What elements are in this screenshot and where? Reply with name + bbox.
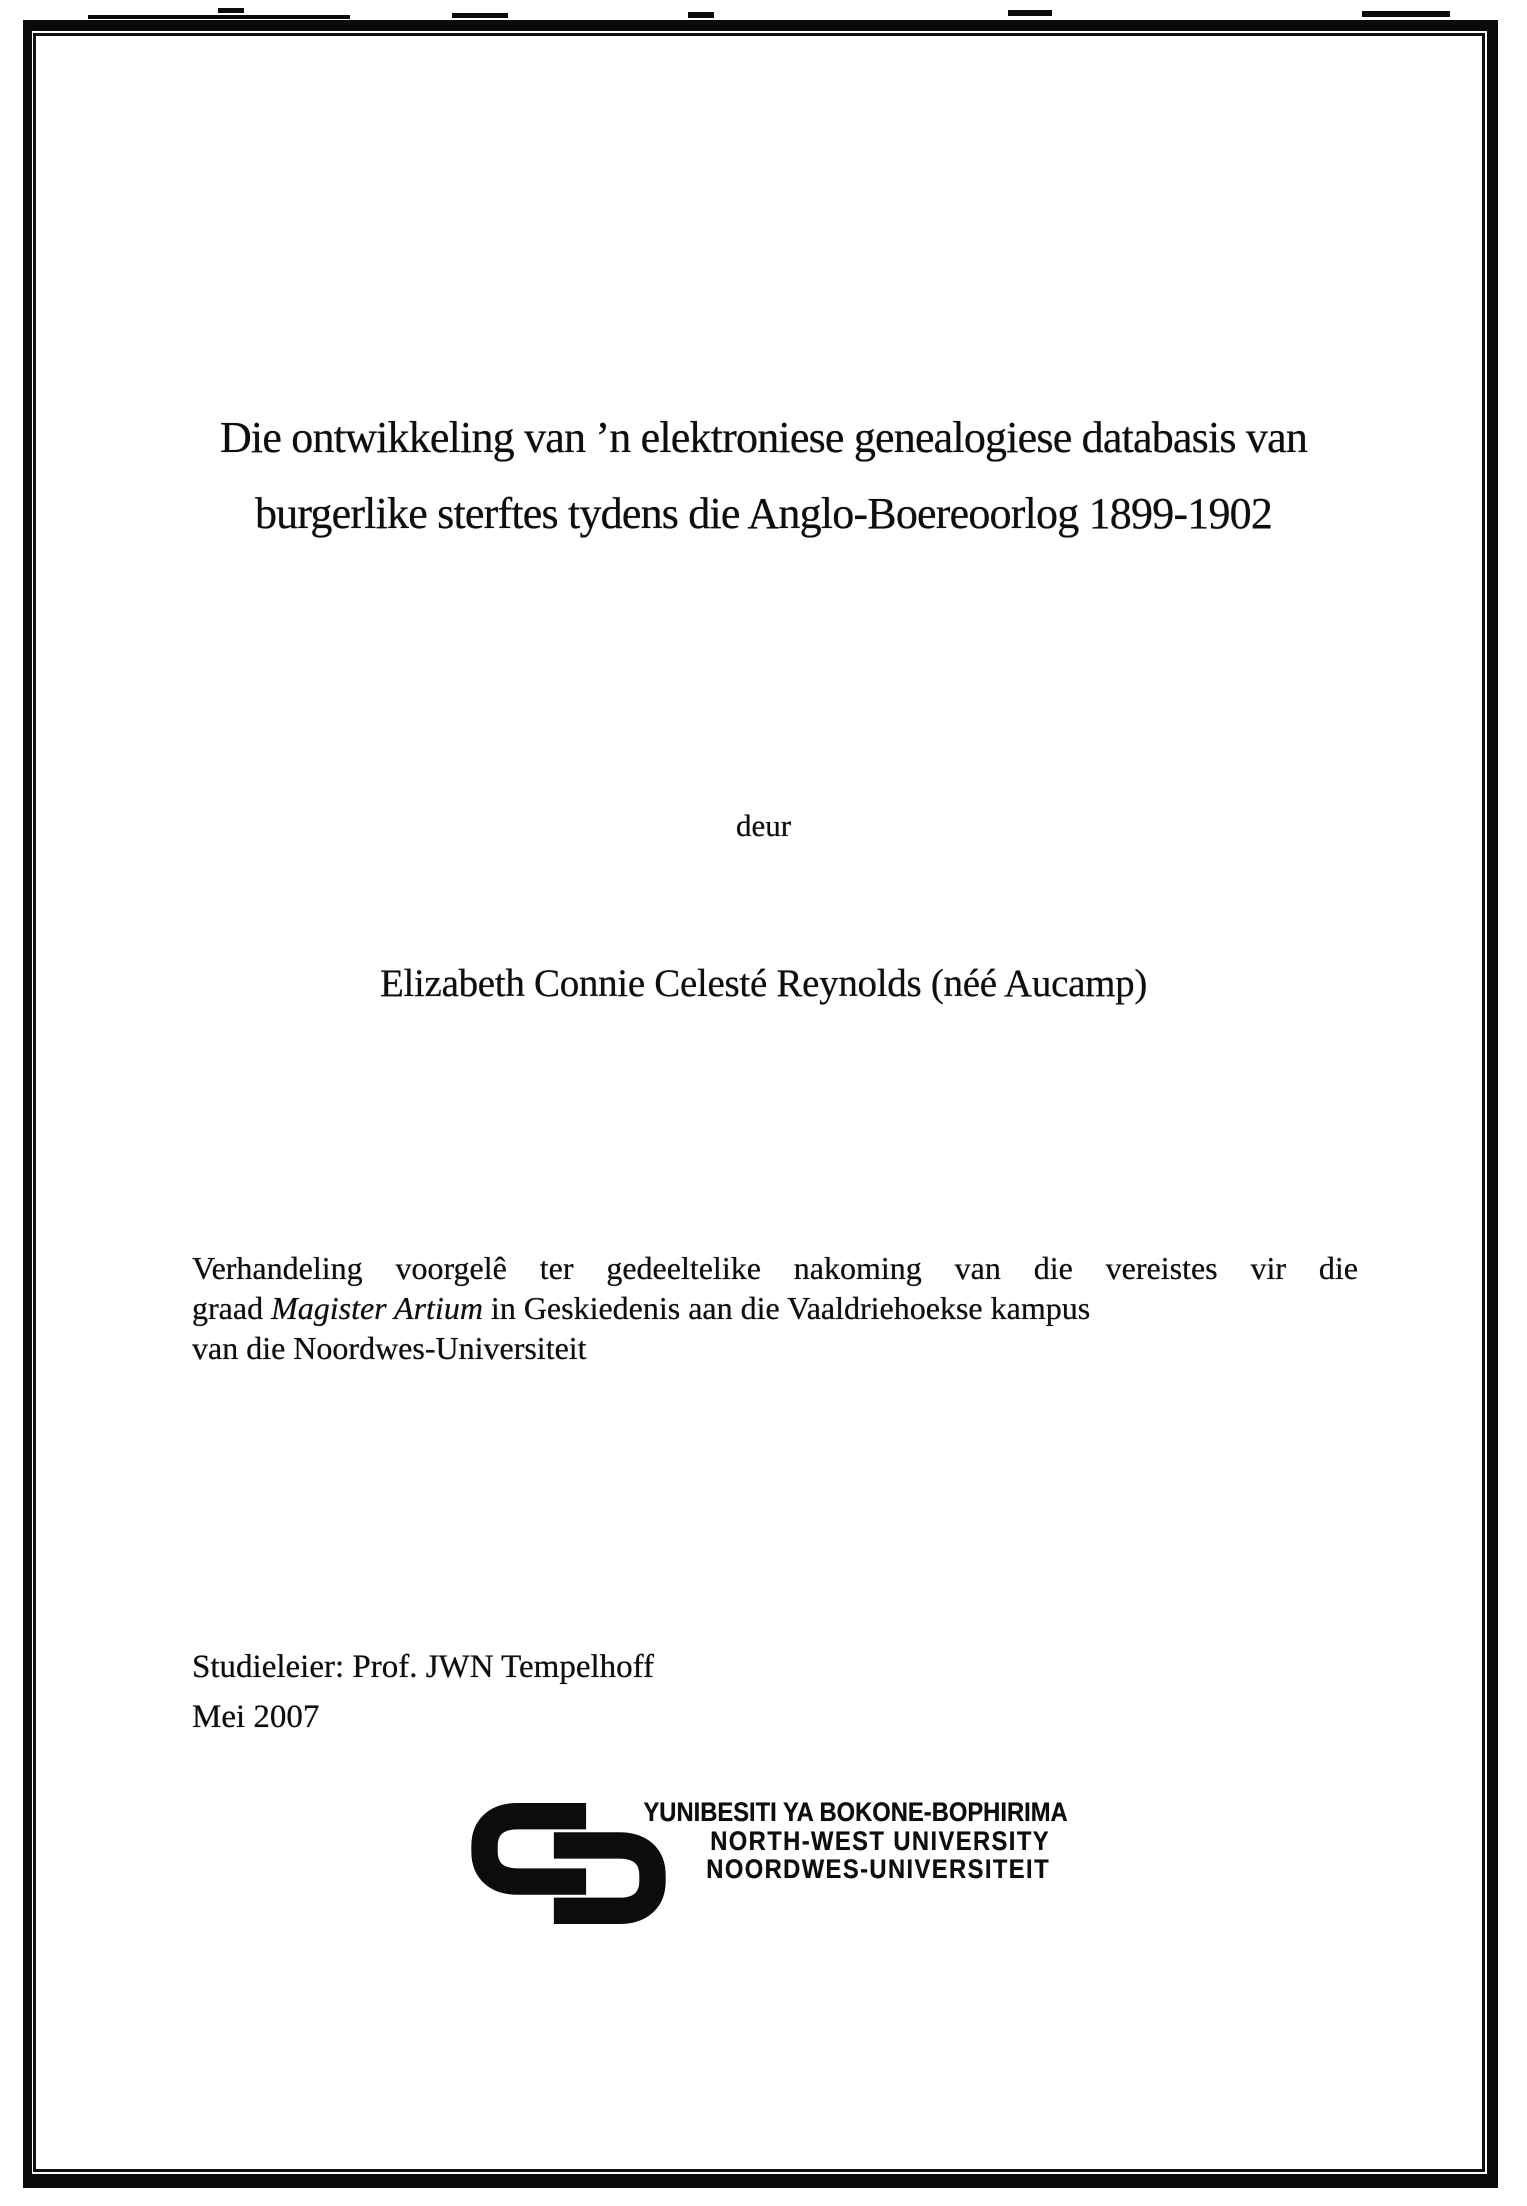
scan-artifact	[452, 13, 508, 18]
date-line: Mei 2007	[192, 1699, 320, 1735]
supervisor-block	[192, 1642, 1092, 1742]
university-wordmark	[643, 1797, 1068, 1884]
thesis-title-line2: burgerlike sterftes tydens die Anglo-Boereoorlog 1899-1902	[254, 489, 1273, 538]
university-name-setswana: YUNIBESITI YA BOKONE-BOPHIRIMA	[643, 1797, 1068, 1827]
author-name: Elizabeth Connie Celesté Reynolds (néé Aucamp)	[379, 962, 1148, 1005]
thesis-title	[0, 400, 1527, 552]
scan-artifact	[218, 8, 244, 13]
university-name-english: NORTH-WEST UNIVERSITY	[710, 1825, 1050, 1856]
scan-artifact	[88, 15, 350, 19]
degree-statement-line2	[192, 1288, 1358, 1328]
degree-statement-line2-post: in Geskiedenis aan die Vaaldriehoekse kampus	[482, 1290, 1091, 1326]
degree-statement-line3: van die Noordwes-Universiteit	[192, 1330, 587, 1366]
degree-statement	[192, 1248, 1358, 1368]
university-name-afrikaans: NOORDWES-UNIVERSITEIT	[706, 1854, 1050, 1884]
supervisor-line: Studieleier: Prof. JWN Tempelhoff	[192, 1649, 655, 1685]
byline-deur: deur	[735, 808, 792, 843]
scan-artifact	[688, 12, 714, 18]
nwu-logo-icon	[470, 1801, 667, 1926]
thesis-title-line1: Die ontwikkeling van ’n elektroniese genealogiese databasis van	[219, 413, 1308, 462]
scan-artifact	[1362, 11, 1450, 17]
degree-statement-line2-pre: graad	[192, 1290, 272, 1326]
scan-artifact	[1008, 10, 1052, 16]
degree-name-italic: Magister Artium	[271, 1290, 483, 1326]
degree-statement-line1: Verhandeling voorgelê ter gedeeltelike nakoming van die vereistes vir die	[192, 1250, 1358, 1286]
